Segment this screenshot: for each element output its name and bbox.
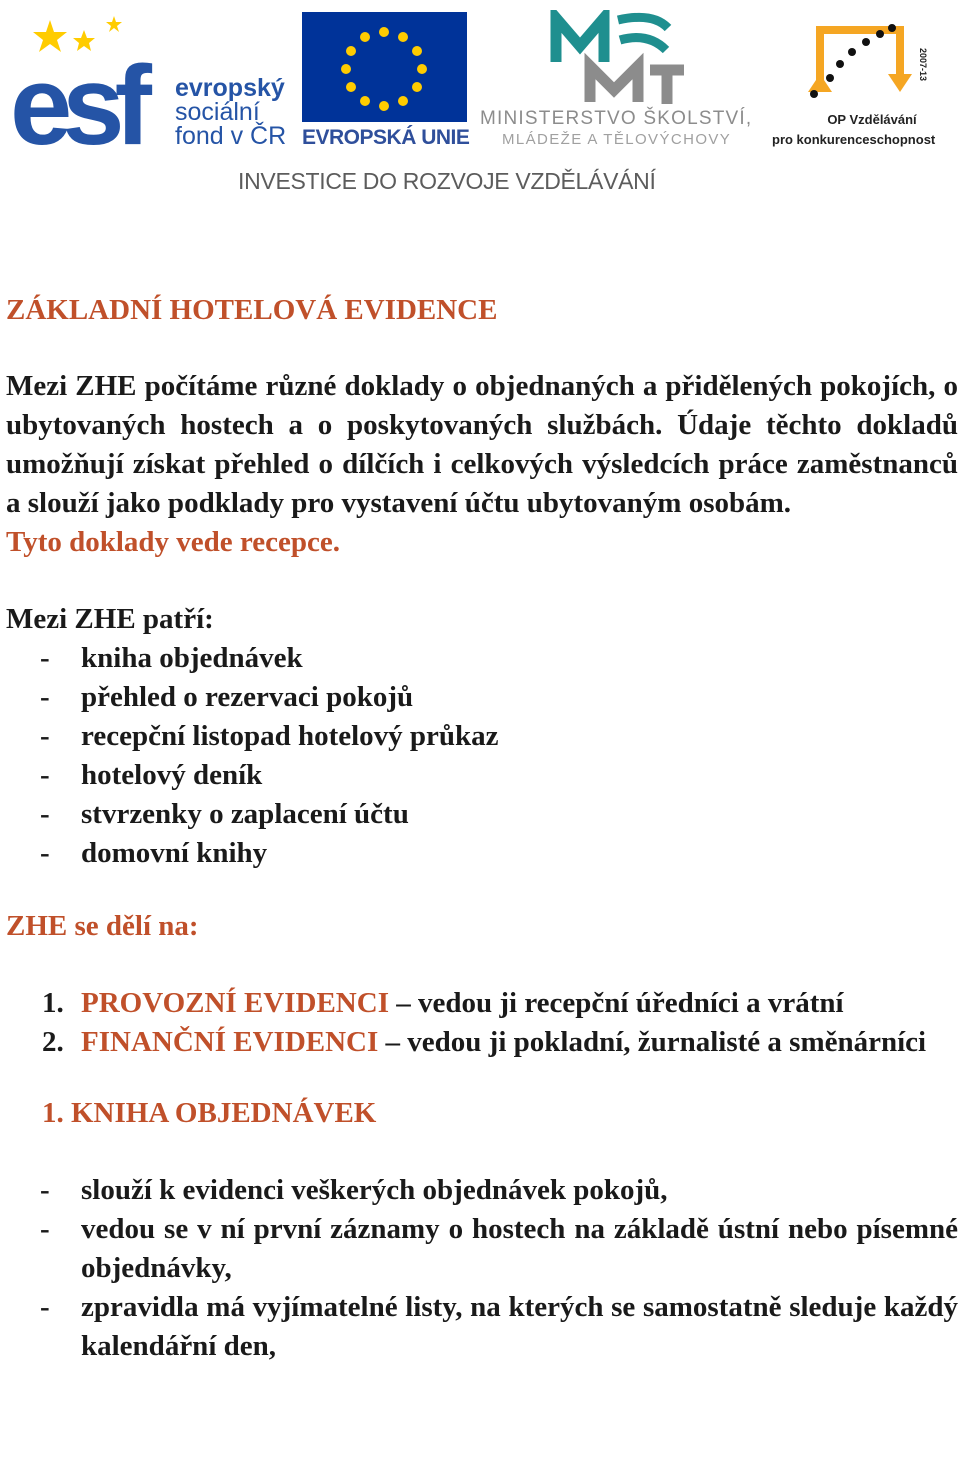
logo-header [0,0,960,210]
list-item: - kniha objednávek [40,642,303,674]
op-vzdelavani-logo [770,8,955,154]
division-description: – vedou ji recepční úředníci a vrátní [396,987,844,1019]
list-item: - přehled o rezervaci pokojů [40,681,414,713]
division-heading: ZHE se dělí na: [6,910,199,942]
eu-flag-icon [302,12,467,122]
division-name: FINANČNÍ EVIDENCI [81,1026,379,1058]
zhe-items-list [6,639,958,873]
division-item: 1. PROVOZNÍ EVIDENCI – vedou ji recepční úředníci a vrátní [42,987,844,1019]
list-item: - hotelový deník [40,759,263,791]
intro-paragraph: Mezi ZHE počítáme různé doklady o objednaných a přidělených pokojích, o ubytovaných hostech a o poskytovaných službách. Údaje těchto dokladů umožňují získat přehled o dílčích i celkových výsledcích práce zaměstnanců a slouží jako podklady pro vystavení účtu ubytovaným osobám. [6,370,958,519]
division-item: 2. FINANČNÍ EVIDENCI – vedou ji pokladní, žurnalisté a směnárníci [42,1026,927,1058]
section1-list [6,1171,958,1366]
list-item: - zpravidla má vyjímatelné listy, na kterých se samostatně sleduje každý kalendářní den, [40,1291,958,1362]
eu-logo [302,12,470,152]
list-item: - stvrzenky o zaplacení účtu [40,798,409,830]
list-item: - slouží k evidenci veškerých objednávek pokojů, [40,1174,668,1206]
svg-text:esf: esf [10,43,142,152]
esf-line-1: evropský [175,74,285,102]
msmt-logo [478,10,763,152]
division-list [6,984,958,1062]
spacer [6,946,958,984]
list-heading: Mezi ZHE patří: [6,603,214,635]
op-arrow-icon [770,8,955,108]
op-line-2: pro konkurenceschopnost [772,132,936,147]
op-years-label: 2007-13 [918,48,928,82]
list-item: - domovní knihy [40,837,268,869]
list-item: - recepční listopad hotelový průkaz [40,720,499,752]
section-title-kniha-objednavek: 1. KNIHA OBJEDNÁVEK [42,1097,377,1129]
division-description: – vedou ji pokladní, žurnalisté a směnárníci [385,1026,927,1058]
document-title: ZÁKLADNÍ HOTELOVÁ EVIDENCE [6,294,498,326]
esf-line-2: sociální [175,98,260,126]
division-name: PROVOZNÍ EVIDENCI [81,987,389,1019]
op-line-1: OP Vzdělávání [827,112,917,127]
msmt-line-2: MLÁDEŽE A TĚLOVÝCHOVY [502,131,732,148]
esf-letters-icon [10,12,170,152]
msmt-line-1: MINISTERSTVO ŠKOLSTVÍ, [480,108,753,129]
spacer [6,1062,958,1094]
eu-caption: EVROPSKÁ UNIE [302,126,470,149]
esf-logo [10,12,290,152]
spacer [6,873,958,907]
msmt-monogram-icon [478,10,763,106]
document-body [6,291,958,1366]
project-tagline: INVESTICE DO ROZVOJE VZDĚLÁVÁNÍ [238,168,656,194]
intro-note: Tyto doklady vede recepce. [6,526,340,558]
spacer [6,562,958,600]
list-item: - vedou se v ní první záznamy o hostech na základě ústní nebo písemné objednávky, [40,1213,958,1284]
spacer [6,1133,958,1171]
esf-line-3: fond v ČR [175,122,287,150]
